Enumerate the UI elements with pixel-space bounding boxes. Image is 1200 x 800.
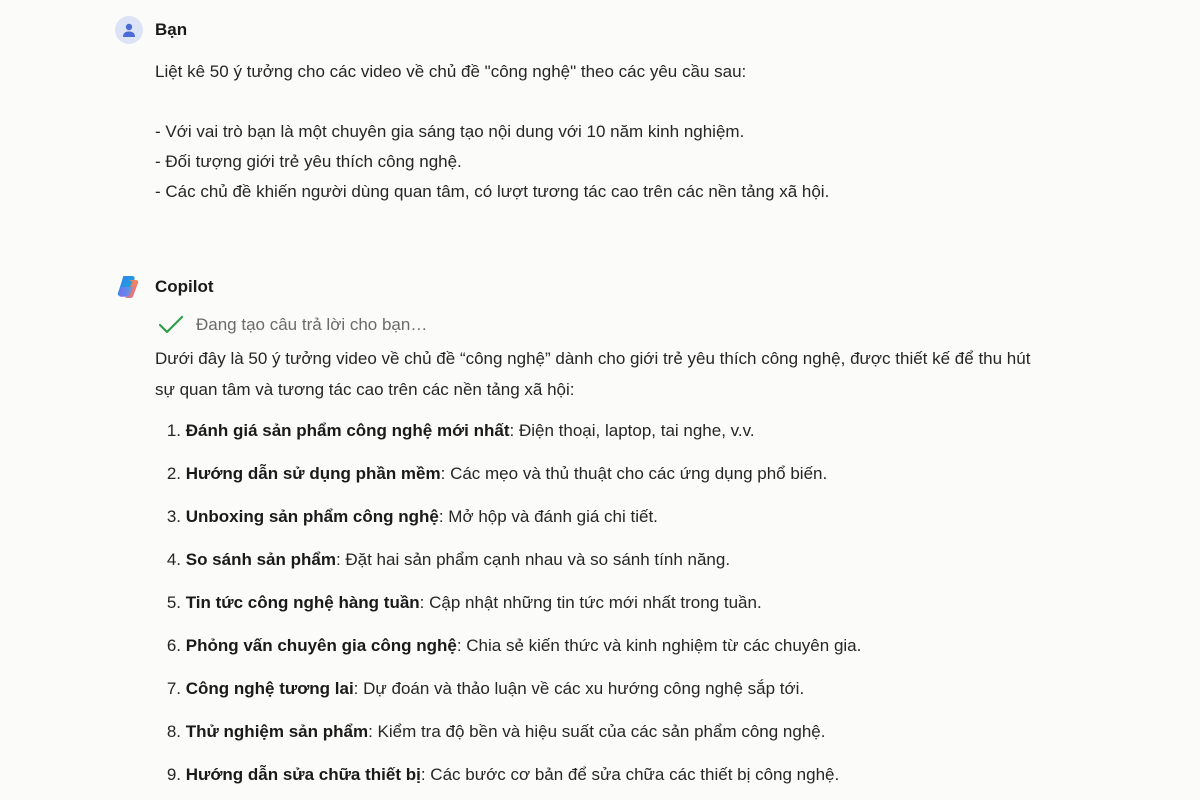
list-item-title: Công nghệ tương lai [185, 679, 354, 698]
list-item-description: : Kiểm tra độ bền và hiệu suất của các sản phẩm công nghệ. [368, 722, 826, 741]
list-item-title: Thử nghiệm sản phẩm [185, 722, 369, 741]
list-item-number: 5. [166, 593, 181, 612]
list-item [155, 630, 861, 673]
user-message-line: - Với vai trò bạn là một chuyên gia sáng tạo nội dung với 10 năm kinh nghiệm. [155, 122, 745, 141]
list-item-title: So sánh sản phẩm [185, 550, 336, 569]
list-item-description: : Điện thoại, laptop, tai nghe, v.v. [509, 421, 755, 440]
list-item-number: 9. [166, 765, 181, 784]
list-item-title: Tin tức công nghệ hàng tuần [185, 593, 420, 612]
list-item-number: 6. [166, 636, 181, 655]
list-item-title: Hướng dẫn sửa chữa thiết bị [185, 765, 421, 784]
list-item-number: 3. [166, 507, 181, 526]
list-item [155, 587, 861, 630]
list-item [155, 759, 861, 800]
copilot-reply-intro: Dưới đây là 50 ý tưởng video về chủ đề “công nghệ” dành cho giới trẻ yêu thích công nghệ, được thiết kế để thu hút sự quan tâm và tương tác cao trên các nền tảng xã hội: [155, 349, 1031, 399]
user-avatar-icon [115, 16, 143, 44]
list-item [155, 716, 861, 759]
list-item [155, 415, 861, 458]
list-item-number: 4. [166, 550, 181, 569]
user-message-line: - Đối tượng giới trẻ yêu thích công nghệ. [155, 152, 462, 171]
list-item-description: : Chia sẻ kiến thức và kinh nghiệm từ các chuyên gia. [456, 636, 862, 655]
list-item [155, 673, 861, 716]
user-message-header [115, 16, 187, 44]
list-item-number: 2. [166, 464, 181, 483]
list-item [155, 458, 861, 501]
list-item [155, 544, 861, 587]
list-item-description: : Cập nhật những tin tức mới nhất trong tuần. [419, 593, 762, 612]
list-item-title: Đánh giá sản phẩm công nghệ mới nhất [185, 421, 510, 440]
list-item-description: : Các mẹo và thủ thuật cho các ứng dụng phổ biến. [440, 464, 828, 483]
status-text: Đang tạo câu trả lời cho bạn… [196, 315, 428, 334]
list-item-title: Phỏng vấn chuyên gia công nghệ [185, 636, 457, 655]
checkmark-icon [158, 315, 184, 335]
generation-status [158, 315, 427, 335]
user-message-line: - Các chủ đề khiến người dùng quan tâm, có lượt tương tác cao trên các nền tảng xã hội. [155, 182, 830, 201]
list-item-description: : Dự đoán và thảo luận về các xu hướng công nghệ sắp tới. [353, 679, 805, 698]
ideas-list [155, 415, 861, 800]
list-item-description: : Đặt hai sản phẩm cạnh nhau và so sánh tính năng. [335, 550, 731, 569]
list-item-title: Unboxing sản phẩm công nghệ [185, 507, 439, 526]
user-sender-name: Bạn [155, 20, 188, 39]
list-item-number: 1. [166, 421, 181, 440]
copilot-sender-name: Copilot [155, 277, 214, 296]
list-item [155, 501, 861, 544]
user-message-line: Liệt kê 50 ý tưởng cho các video về chủ đề "công nghệ" theo các yêu cầu sau: [155, 62, 747, 81]
list-item-description: : Các bước cơ bản để sửa chữa các thiết bị công nghệ. [420, 765, 840, 784]
list-item-number: 7. [166, 679, 181, 698]
list-item-title: Hướng dẫn sử dụng phần mềm [185, 464, 441, 483]
copilot-message-header [115, 273, 214, 301]
list-item-description: : Mở hộp và đánh giá chi tiết. [438, 507, 658, 526]
list-item-number: 8. [166, 722, 181, 741]
copilot-logo-icon [115, 273, 143, 301]
